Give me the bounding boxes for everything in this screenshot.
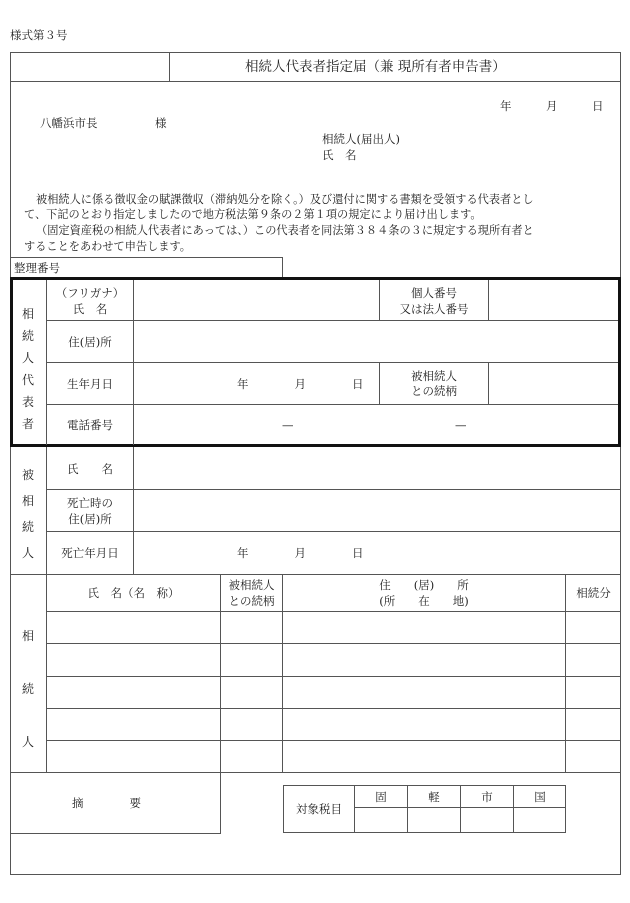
rep-name-input[interactable] [134, 281, 379, 320]
form-title: 相続人代表者指定届（兼 現所有者申告書） [245, 59, 506, 75]
personal-number-input[interactable] [489, 281, 618, 320]
heir-row[interactable] [47, 612, 621, 643]
deceased-address-input[interactable] [134, 490, 621, 531]
deceased-name-label: 氏 名 [67, 462, 113, 476]
phone-dash-2: — [455, 418, 467, 432]
paragraph-2-line-1: （固定資産税の相続人代表者にあっては、）この代表者を同法第３８４条の３に規定する現所有者と [36, 224, 534, 237]
heir-row[interactable] [47, 644, 621, 676]
reference-number-label: 整理番号 [14, 261, 60, 275]
paragraph-1-line-1: 被相続人に係る徴収金の賦課徴収（滞納処分を除く。）及び還付に関する書類を受領する代表者とし [36, 193, 534, 206]
heir-share-header: 相続分 [576, 586, 611, 600]
deceased-address-label-2: 住(居)所 [68, 512, 112, 526]
tax-items-label: 対象税目 [296, 802, 342, 816]
relation-input[interactable] [489, 363, 618, 404]
tax-item-fixed-asset-checkbox[interactable] [355, 808, 407, 833]
rep-address-label: 住(居)所 [68, 335, 112, 349]
phone-input[interactable] [134, 405, 618, 444]
birthdate-label: 生年月日 [67, 377, 113, 391]
furigana-label: （フリガナ） [55, 286, 125, 300]
tax-item-fixed-asset: 固 [375, 790, 387, 804]
tax-item-light-vehicle-checkbox[interactable] [408, 808, 460, 833]
heir-name-header: 氏 名（名 称） [87, 586, 180, 600]
applicant-name-label: 氏 名 [322, 148, 357, 162]
deceased-side-label: 被相続人 [21, 468, 34, 560]
phone-label: 電話番号 [67, 418, 113, 432]
remarks-label: 摘 要 [72, 796, 141, 810]
death-date-input[interactable]: 年 月 日 [237, 546, 364, 560]
heir-relation-header-1: 被相続人 [228, 578, 275, 592]
birthdate-input[interactable]: 年 月 日 [237, 377, 364, 391]
deceased-name-input[interactable] [134, 448, 621, 489]
heir-address-header-1: 住 (居) 所 [379, 578, 469, 592]
heir-row[interactable] [47, 677, 621, 708]
rep-name-label: 氏 名 [72, 302, 108, 316]
heir-relation-header-2: との続柄 [228, 594, 275, 608]
tax-item-city-checkbox[interactable] [461, 808, 513, 833]
tax-item-light-vehicle: 軽 [428, 790, 440, 804]
personal-number-label-1: 個人番号 [411, 286, 457, 300]
applicant-label: 相続人(届出人) [322, 132, 400, 146]
death-date-label: 死亡年月日 [61, 546, 119, 560]
phone-dash-1: — [282, 418, 294, 432]
deceased-address-label-1: 死亡時の [67, 496, 113, 510]
tax-item-city: 市 [481, 790, 493, 804]
date-field[interactable]: 年 月 日 [500, 99, 604, 113]
tax-item-national-checkbox[interactable] [514, 808, 566, 833]
personal-number-label-2: 又は法人番号 [399, 302, 469, 316]
heir-address-header-2: (所 在 地) [379, 594, 469, 608]
heirs-side-label: 相続人 [21, 629, 34, 749]
addressee: 八幡浜市長 様 [40, 116, 167, 130]
tax-item-national: 国 [534, 790, 546, 804]
relation-label-1: 被相続人 [411, 369, 457, 383]
representative-side-label: 相続人代表者 [21, 307, 34, 431]
relation-label-2: との続柄 [411, 384, 457, 398]
heir-row[interactable] [47, 741, 621, 772]
form-number: 様式第３号 [10, 28, 68, 42]
heir-row[interactable] [47, 709, 621, 740]
paragraph-2-line-2: することをあわせて申告します。 [24, 240, 191, 253]
paragraph-1-line-2: て、下記のとおり指定しましたので地方税法第９条の２第１項の規定により届け出します。 [24, 208, 482, 221]
rep-address-input[interactable] [134, 321, 618, 362]
